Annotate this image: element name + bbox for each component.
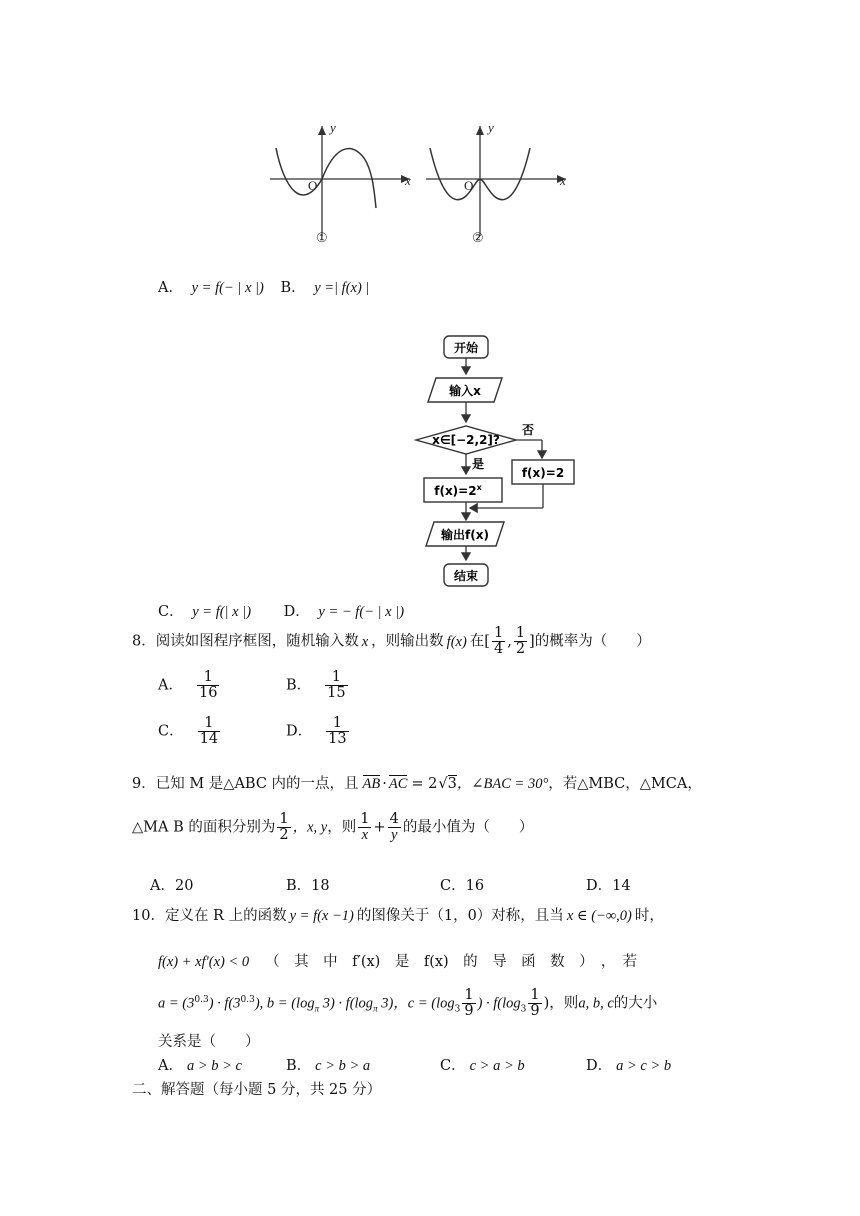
q7-option-d-letter: D． xyxy=(283,604,310,620)
q10-func: y = f(x −1) xyxy=(289,908,354,924)
q10-c-expr2: ) · f(log xyxy=(477,995,521,1012)
q10-a-expr: a = (3 xyxy=(158,995,195,1012)
q10-option-c: C． c > a > b xyxy=(440,1058,525,1074)
q8-frac-half: $\frac{1}{2}$ xyxy=(515,625,526,658)
q9-vec-ac: AC xyxy=(388,776,408,792)
q10-b-expr2: 3) · f(log xyxy=(319,995,374,1012)
q7-option-b-expr: y =| f(x) | xyxy=(314,280,370,296)
q9-frac-1x: $\frac{1}{x}$ xyxy=(360,811,370,844)
q10-line2-rest: （ 其 中 f′(x) 是 f(x) 的 导 函 数 ） ， 若 xyxy=(265,954,638,970)
flow-end-text: 结束 xyxy=(453,569,479,583)
q9-xy: ，x, y xyxy=(292,819,328,836)
q10-line3-post: 的大小 xyxy=(613,995,658,1012)
q10-option-a: A． a > b > c xyxy=(158,1058,242,1074)
q7-option-a-letter: A． xyxy=(158,280,183,296)
flow-input-text: 输入x xyxy=(449,384,481,398)
q10-line1 xyxy=(132,904,664,925)
q9-option-c: C．16 xyxy=(440,878,485,894)
q9-option-d: D．14 xyxy=(586,878,631,894)
q10-option-b: B． c > b > a xyxy=(286,1058,371,1074)
program-flowchart xyxy=(410,330,590,592)
q8-stem xyxy=(132,626,651,657)
q8-option-c: C． $\frac{1}{14}$ xyxy=(158,715,219,748)
q9-frac-half: $\frac{1}{2}$ xyxy=(279,811,289,844)
flow-yes-label: 是 xyxy=(472,457,485,471)
q9-line2-post: 的最小值为（ ） xyxy=(402,819,534,836)
q7-option-c-expr: y = f(| x |) xyxy=(192,604,252,620)
q10-line1-pre: 10．定义在 R 上的函数 xyxy=(132,908,287,924)
q7-options-ab xyxy=(158,276,369,297)
graph1-origin: O xyxy=(308,178,318,193)
q10-line2 xyxy=(158,950,637,971)
q9-line1-post: ，若△MBC，△MCA， xyxy=(548,776,702,792)
q10-a-sup2: 0.3 xyxy=(240,994,255,1005)
q10-pi-sub2: π xyxy=(373,1003,378,1014)
q8-comma: , xyxy=(507,633,512,650)
graph-2 xyxy=(426,120,566,245)
q9-sqrt-val: 3 xyxy=(447,776,457,792)
q9-line1: 9．已知 M 是△ABC 内的一点，且 AB · AC = 2√3，∠BAC = 30°，若△MBC，△MCA， xyxy=(132,776,702,792)
q10-pi-sub: π xyxy=(314,1003,320,1014)
q8-stem-post: ]的概率为（ ） xyxy=(529,633,651,650)
q9-option-b: B．18 xyxy=(286,878,330,894)
q8-fx: f(x) xyxy=(446,633,467,650)
q10-line4: 关系是（ ） xyxy=(158,1034,260,1050)
q10-c-expr: 3)，c = (log xyxy=(377,995,455,1012)
q9-frac-4y: $\frac{4}{y}$ xyxy=(389,811,399,844)
flow-no-box-text: f(x)=2 xyxy=(521,466,565,480)
graph1-y-label: y xyxy=(330,120,336,135)
q9-angle: ，∠BAC = 30° xyxy=(456,776,549,792)
q8-frac-quarter: $\frac{1}{4}$ xyxy=(493,625,504,658)
graph2-caption: ② xyxy=(472,230,484,245)
q8-stem-in: 在[ xyxy=(469,633,490,650)
q10-a-sup: 0.3 xyxy=(194,994,209,1005)
q7-option-c-letter: C． xyxy=(158,604,184,620)
q7-option-d-expr: y = − f(− | x |) xyxy=(318,604,405,620)
q10-frac-ninth: $\frac{1}{9}$ xyxy=(464,987,474,1020)
q9-plus: + xyxy=(373,819,386,836)
q10-line1-post: 时， xyxy=(634,908,664,924)
q8-stem-pre: 8．阅读如图程序框图，随机输入数 xyxy=(132,633,359,650)
flow-output-text: 输出f(x) xyxy=(441,528,489,542)
q10-log3-sub: 3 xyxy=(454,1004,461,1015)
q10-line2-expr: f(x) + xf′(x) < 0 xyxy=(158,954,250,970)
q8-option-d: D． $\frac{1}{13}$ xyxy=(286,715,347,748)
q9-then: ，则 xyxy=(327,819,357,836)
q8-option-a: A． $\frac{1}{16}$ xyxy=(158,669,218,702)
q10-frac-ninth-2: $\frac{1}{9}$ xyxy=(530,987,540,1020)
q10-line3 xyxy=(158,988,657,1019)
q9-line1-pre: 9．已知 M 是△ABC 内的一点，且 xyxy=(132,776,359,792)
q10-cond: x ∈ (−∞,0) xyxy=(566,908,632,924)
graph1-caption: ① xyxy=(316,230,328,245)
q9-line2-pre: △MA B 的面积分别为 xyxy=(132,819,276,836)
q10-abc: a, b, c xyxy=(578,995,614,1012)
graph-1 xyxy=(270,120,411,245)
q9-dot: · xyxy=(382,776,387,792)
graph1-x-label: x xyxy=(405,173,411,188)
q9-vec-ab: AB xyxy=(362,776,381,792)
function-graphs xyxy=(262,118,582,248)
section-2-heading: 二、解答题（每小题 5 分，共 25 分） xyxy=(132,1082,382,1098)
q10-option-d: D． a > c > b xyxy=(586,1058,672,1074)
q10-a-expr2: ) · f(3 xyxy=(208,995,241,1012)
q8-option-b: B． $\frac{1}{15}$ xyxy=(286,669,346,702)
q7-options-cd xyxy=(158,600,404,621)
q10-log3-sub2: 3 xyxy=(520,1004,527,1015)
q9-line2 xyxy=(132,812,533,843)
flow-condition-text: x∈[−2,2]? xyxy=(432,433,500,447)
q7-option-a-expr: y = f(− | x |) xyxy=(191,280,264,296)
q10-then: )，则 xyxy=(543,995,579,1012)
q7-option-b-letter: B． xyxy=(280,280,306,296)
q8-stem-mid: ，则输出数 xyxy=(371,633,444,650)
graph2-y-label: y xyxy=(488,120,494,135)
graph2-x-label: x xyxy=(560,173,566,188)
q8-var-x: x xyxy=(361,633,369,650)
flow-no-label: 否 xyxy=(522,423,535,437)
q9-option-a: A．20 xyxy=(150,878,194,894)
q9-eq: = 2 xyxy=(411,776,438,792)
flow-start-text: 开始 xyxy=(453,341,479,355)
graph2-origin: O xyxy=(464,178,474,193)
flow-yes-box-text: $f(x)=2^x$ xyxy=(434,483,482,498)
q10-b-expr: ), b = (log xyxy=(254,995,315,1012)
q10-line1-mid: 的图像关于（1，0）对称，且当 xyxy=(356,908,564,924)
